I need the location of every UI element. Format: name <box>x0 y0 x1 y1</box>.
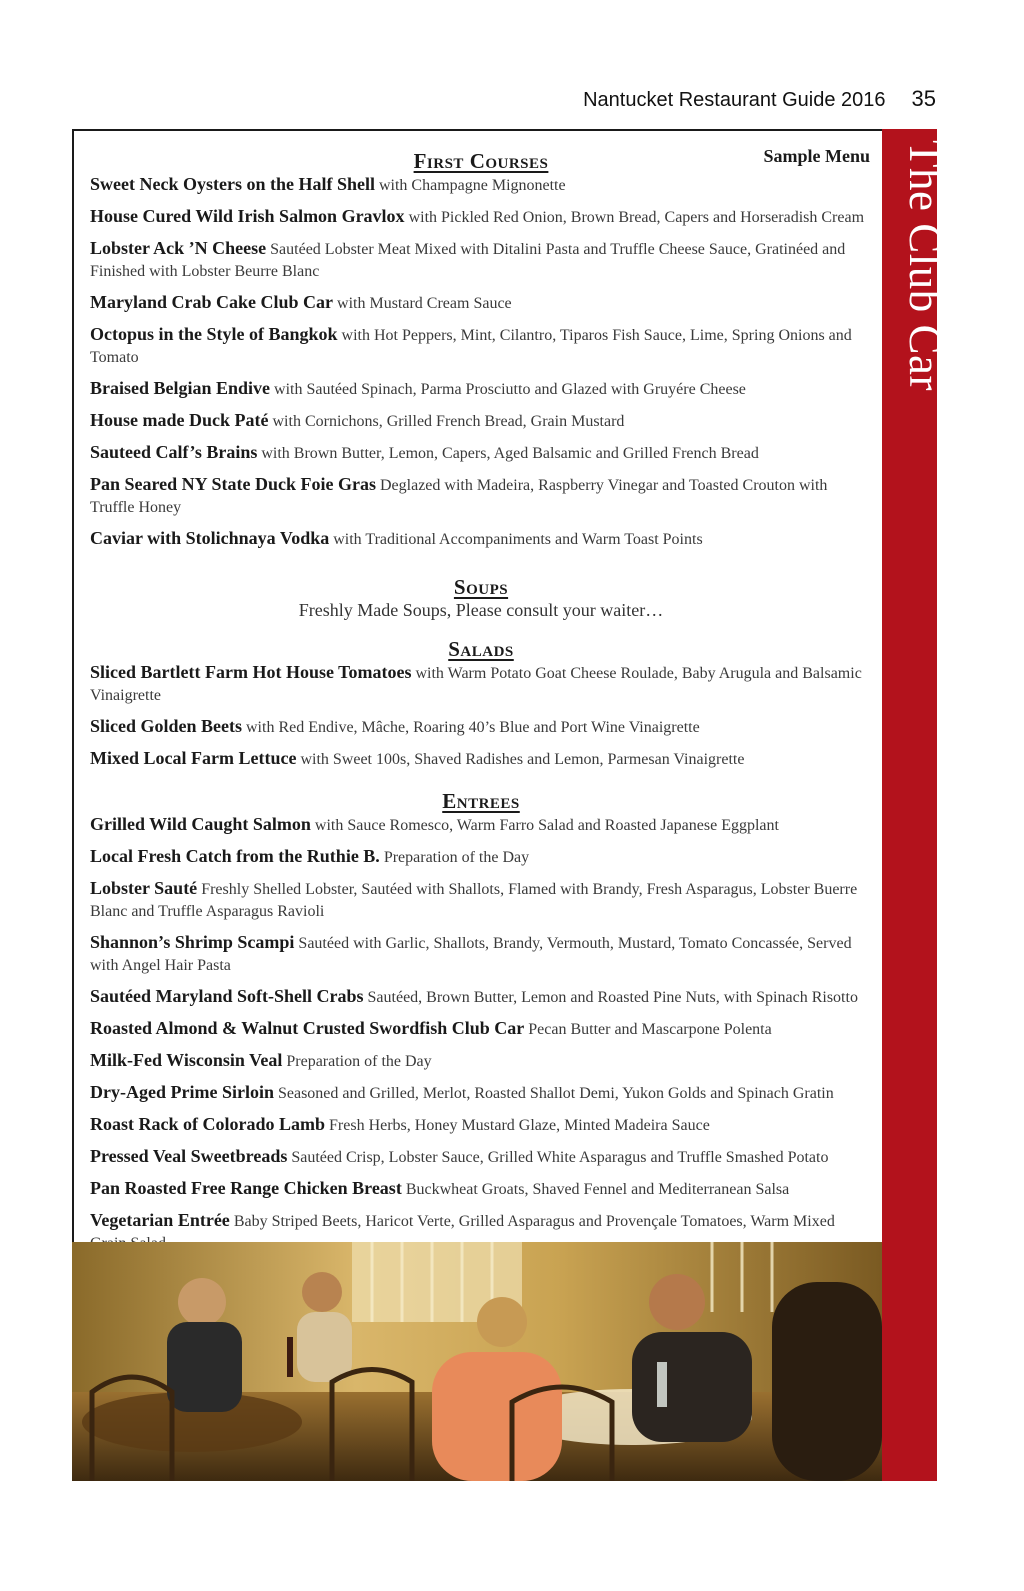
salads-list <box>90 661 872 771</box>
menu-item-name: Sauteed Calf’s Brains <box>90 442 258 462</box>
menu-item-name: Pressed Veal Sweetbreads <box>90 1146 288 1166</box>
menu-item-name: Caviar with Stolichnaya Vodka <box>90 528 330 548</box>
menu-box <box>72 129 882 1242</box>
menu-item-description: with Warm Potato Goat Cheese Roulade, Baby Arugula and Balsamic Vinaigrette <box>90 665 862 704</box>
menu-item-description: with Sweet 100s, Shaved Radishes and Lemon, Parmesan Vinaigrette <box>300 751 745 768</box>
soups-heading: Soups <box>453 575 509 599</box>
menu-item-description: Buckwheat Groats, Shaved Fennel and Mediterranean Salsa <box>405 1181 790 1198</box>
menu-item-description: Sautéed with Garlic, Shallots, Brandy, Vermouth, Mustard, Tomato Concassée, Served with Angel Hair Pasta <box>90 935 852 974</box>
menu-item <box>90 527 872 551</box>
entrees-list <box>90 813 872 1255</box>
menu-item <box>90 323 872 369</box>
sample-menu-label: Sample Menu <box>763 146 870 166</box>
menu-item-name: Pan Seared NY State Duck Foie Gras <box>90 474 376 494</box>
menu-item <box>90 747 872 771</box>
menu-item-name: Maryland Crab Cake Club Car <box>90 292 334 312</box>
menu-item <box>90 441 872 465</box>
menu-item-description: Sautéed Lobster Meat Mixed with Ditalini Pasta and Truffle Cheese Sauce, Gratinéed and Finished with Lobster Beurre Blanc <box>90 241 846 280</box>
menu-item-description: Freshly Shelled Lobster, Sautéed with Shallots, Flamed with Brandy, Fresh Asparagus, Lobster Buerre Blanc and Truffle Asparagus Ravioli <box>90 881 858 920</box>
menu-item-description: with Traditional Accompaniments and Warm Toast Points <box>333 531 703 548</box>
menu-item-name: Mixed Local Farm Lettuce <box>90 748 297 768</box>
menu-item-name: Shannon’s Shrimp Scampi <box>90 932 295 952</box>
menu-item <box>90 985 872 1009</box>
menu-item-description: with Mustard Cream Sauce <box>337 295 512 312</box>
menu-item <box>90 173 872 197</box>
menu-item-name: Roast Rack of Colorado Lamb <box>90 1114 326 1134</box>
menu-item-name: Lobster Ack ’N Cheese <box>90 238 267 258</box>
menu-item-description: Sautéed, Brown Butter, Lemon and Roasted Pine Nuts, with Spinach Risotto <box>367 989 858 1006</box>
entrees-heading: Entrees <box>442 789 520 813</box>
menu-item-description: Deglazed with Madeira, Raspberry Vinegar and Toasted Crouton with Truffle Honey <box>90 477 828 516</box>
menu-item-name: Sliced Bartlett Farm Hot House Tomatoes <box>90 662 412 682</box>
restaurant-name-vertical: The Club Car <box>900 140 950 391</box>
menu-item-name: Sautéed Maryland Soft-Shell Crabs <box>90 986 364 1006</box>
menu-item-description: with Brown Butter, Lemon, Capers, Aged Balsamic and Grilled French Bread <box>261 445 759 462</box>
first-courses-heading: First Courses <box>413 149 549 173</box>
running-header <box>520 86 936 112</box>
menu-item <box>90 377 872 401</box>
menu-item-description: with Sautéed Spinach, Parma Prosciutto and Glazed with Gruyére Cheese <box>274 381 746 398</box>
menu-item-name: Vegetarian Entrée <box>90 1210 230 1230</box>
menu-item-description: with Sauce Romesco, Warm Farro Salad and Roasted Japanese Eggplant <box>314 817 779 834</box>
menu-item-description: with Pickled Red Onion, Brown Bread, Capers and Horseradish Cream <box>408 209 865 226</box>
first-courses-list <box>90 173 872 551</box>
menu-item-name: Grilled Wild Caught Salmon <box>90 814 311 834</box>
dining-room-photo <box>72 1242 882 1481</box>
dining-room-illustration <box>72 1242 882 1481</box>
menu-item <box>90 473 872 519</box>
menu-item-description: with Hot Peppers, Mint, Cilantro, Tiparos Fish Sauce, Lime, Spring Onions and Tomato <box>90 327 852 366</box>
menu-item <box>90 409 872 433</box>
menu-item <box>90 1113 872 1137</box>
menu-item <box>90 205 872 229</box>
menu-item <box>90 661 872 707</box>
menu-item <box>90 291 872 315</box>
menu-item-description: Preparation of the Day <box>286 1053 432 1070</box>
menu-item-name: Milk-Fed Wisconsin Veal <box>90 1050 283 1070</box>
menu-item-name: Sliced Golden Beets <box>90 716 242 736</box>
menu-item-name: Local Fresh Catch from the Ruthie B. <box>90 846 380 866</box>
menu-content <box>90 146 872 1263</box>
menu-item <box>90 1049 872 1073</box>
soups-note: Freshly Made Soups, Please consult your waiter… <box>298 600 664 620</box>
menu-item <box>90 931 872 977</box>
menu-item-name: Pan Roasted Free Range Chicken Breast <box>90 1178 402 1198</box>
menu-item-name: Braised Belgian Endive <box>90 378 271 398</box>
menu-item-description: Baby Striped Beets, Haricot Verte, Grilled Asparagus and Provençale Tomatoes, Warm Mixed <box>233 1213 835 1230</box>
menu-item <box>90 1017 872 1041</box>
menu-item <box>90 813 872 837</box>
menu-item-description: Preparation of the Day <box>383 849 530 866</box>
menu-item <box>90 845 872 869</box>
menu-item <box>90 237 872 283</box>
menu-item-description: with Champagne Mignonette <box>378 177 566 194</box>
menu-item-name: Lobster Sauté <box>90 878 198 898</box>
page-number: 35 <box>911 86 936 111</box>
menu-item-name: House made Duck Paté <box>90 410 269 430</box>
guide-title: Nantucket Restaurant Guide 2016 <box>583 89 886 111</box>
menu-item-description: with Red Endive, Mâche, Roaring 40’s Blue and Port Wine Vinaigrette <box>246 719 700 736</box>
menu-item <box>90 1177 872 1201</box>
menu-item-description: Pecan Butter and Mascarpone Polenta <box>528 1021 772 1038</box>
menu-item-name: Octopus in the Style of Bangkok <box>90 324 338 344</box>
menu-item-name: Sweet Neck Oysters on the Half Shell <box>90 174 375 194</box>
menu-item-description: Fresh Herbs, Honey Mustard Glaze, Minted Madeira Sauce <box>329 1117 710 1134</box>
menu-item <box>90 877 872 923</box>
menu-item <box>90 1145 872 1169</box>
menu-item-name: House Cured Wild Irish Salmon Gravlox <box>90 206 405 226</box>
menu-item-description: with Cornichons, Grilled French Bread, Grain Mustard <box>272 413 625 430</box>
menu-item-description: Seasoned and Grilled, Merlot, Roasted Shallot Demi, Yukon Golds and Spinach Gratin <box>277 1085 834 1102</box>
menu-item-description: Sautéed Crisp, Lobster Sauce, Grilled White Asparagus and Truffle Smashed Potato <box>291 1149 829 1166</box>
menu-item <box>90 715 872 739</box>
salads-heading: Salads <box>448 637 514 661</box>
menu-item <box>90 1081 872 1105</box>
menu-item-name: Roasted Almond & Walnut Crusted Swordfish Club Car <box>90 1018 525 1038</box>
menu-item-name: Dry-Aged Prime Sirloin <box>90 1082 274 1102</box>
